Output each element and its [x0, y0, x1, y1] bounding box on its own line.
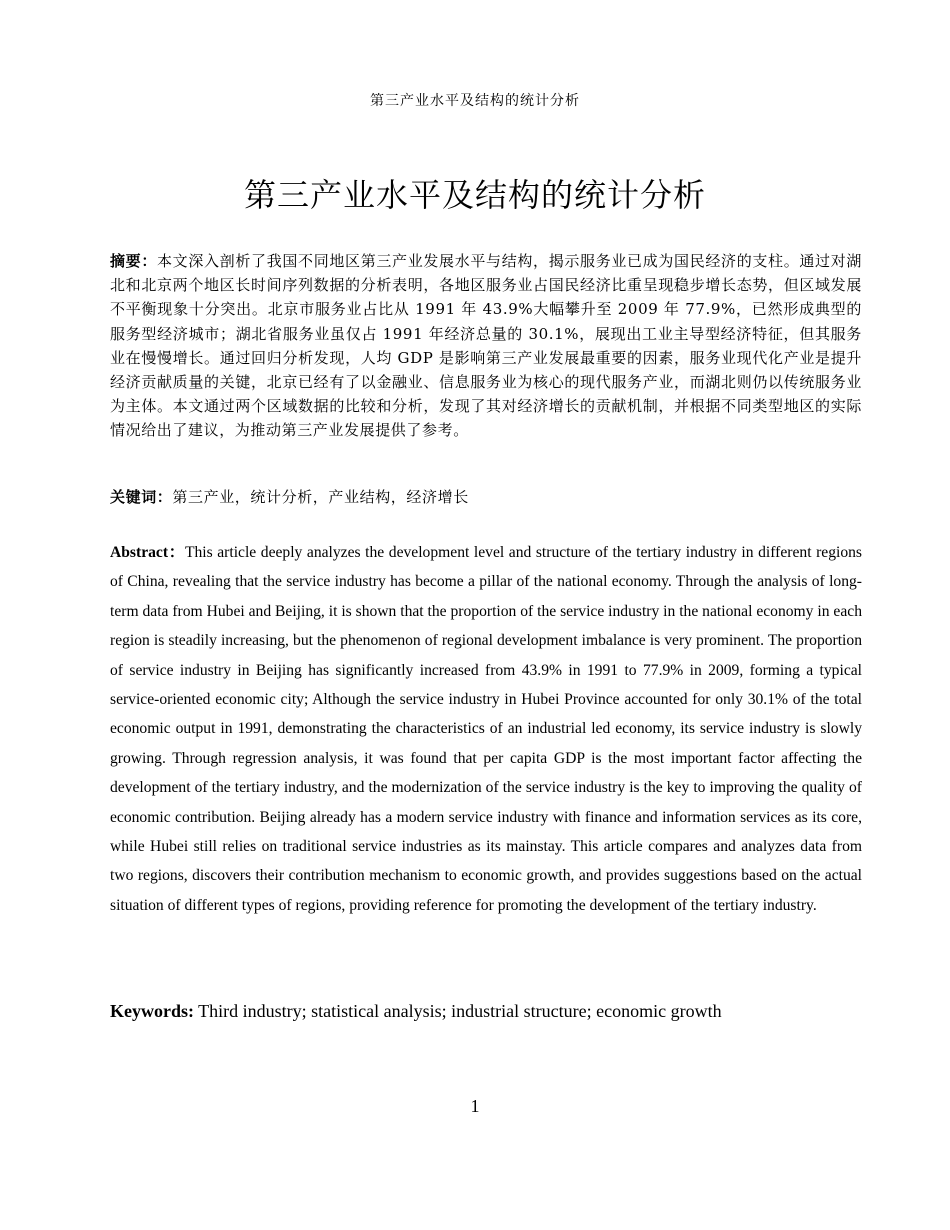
page-number: 1	[470, 1096, 480, 1116]
chinese-abstract	[110, 249, 862, 443]
chinese-abstract-label: 摘要：	[110, 252, 158, 270]
chinese-keywords-label: 关键词：	[110, 488, 173, 506]
english-abstract	[110, 538, 862, 920]
english-keywords	[110, 998, 862, 1024]
english-abstract-text: This article deeply analyzes the development level and structure of the tertiary industry in different regions of China, revealing that the service industry has become a pillar of the national economy. Through the analysis of long-term data from Hubei and Beijing, it is shown that the proportion of the service industry in the national economy in each region is steadily increasing, but the phenomenon of regional development imbalance is very prominent. The proportion of service industry in Beijing has significantly increased from 43.9% in 1991 to 77.9% in 2009, forming a typical service-oriented economic city; Although the service industry in Hubei Province accounted for only 30.1% of the total economic output in 1991, demonstrating the characteristics of an industrial led economy, its service industry is slowly growing. Through regression analysis, it was found that per capita GDP is the most important factor affecting the development of the tertiary industry, and the modernization of the service industry is the key to improving the quality of economic contribution. Beijing already has a modern service industry with finance and information services as its core, while Hubei still relies on traditional service industries as its mainstay. This article compares and analyzes data from two regions, discovers their contribution mechanism to economic growth, and provides suggestions based on the actual situation of different types of regions, providing reference for promoting the development of the tertiary industry.	[110, 544, 862, 914]
chinese-keywords	[110, 486, 862, 508]
chinese-keywords-text: 第三产业，统计分析，产业结构，经济增长	[172, 488, 469, 506]
english-keywords-text: Third industry; statistical analysis; industrial structure; economic growth	[194, 1001, 722, 1021]
running-header: 第三产业水平及结构的统计分析	[370, 93, 580, 109]
chinese-abstract-text: 本文深入剖析了我国不同地区第三产业发展水平与结构，揭示服务业已成为国民经济的支柱。通过对湖北和北京两个地区长时间序列数据的分析表明，各地区服务业占国民经济比重呈现稳步增长态势，但区域发展不平衡现象十分突出。北京市服务业占比从 1991 年 43.9%大幅攀升至 2009 年 77.9%，已然形成典型的服务型经济城市；湖北省服务业虽仅占 1991 年经济总量的 30.1%，展现出工业主导型经济特征，但其服务业在慢慢增长。通过回归分析发现，人均 GDP 是影响第三产业发展最重要的因素，服务业现代化产业是提升经济贡献质量的关键，北京已经有了以金融业、信息服务业为核心的现代服务产业，而湖北则仍以传统服务业为主体。本文通过两个区域数据的比较和分析，发现了其对经济增长的贡献机制，并根据不同类型地区的实际情况给出了建议，为推动第三产业发展提供了参考。	[110, 252, 862, 440]
english-keywords-label: Keywords:	[110, 1001, 194, 1021]
paper-title: 第三产业水平及结构的统计分析	[243, 176, 706, 214]
english-abstract-label: Abstract：	[110, 544, 185, 561]
